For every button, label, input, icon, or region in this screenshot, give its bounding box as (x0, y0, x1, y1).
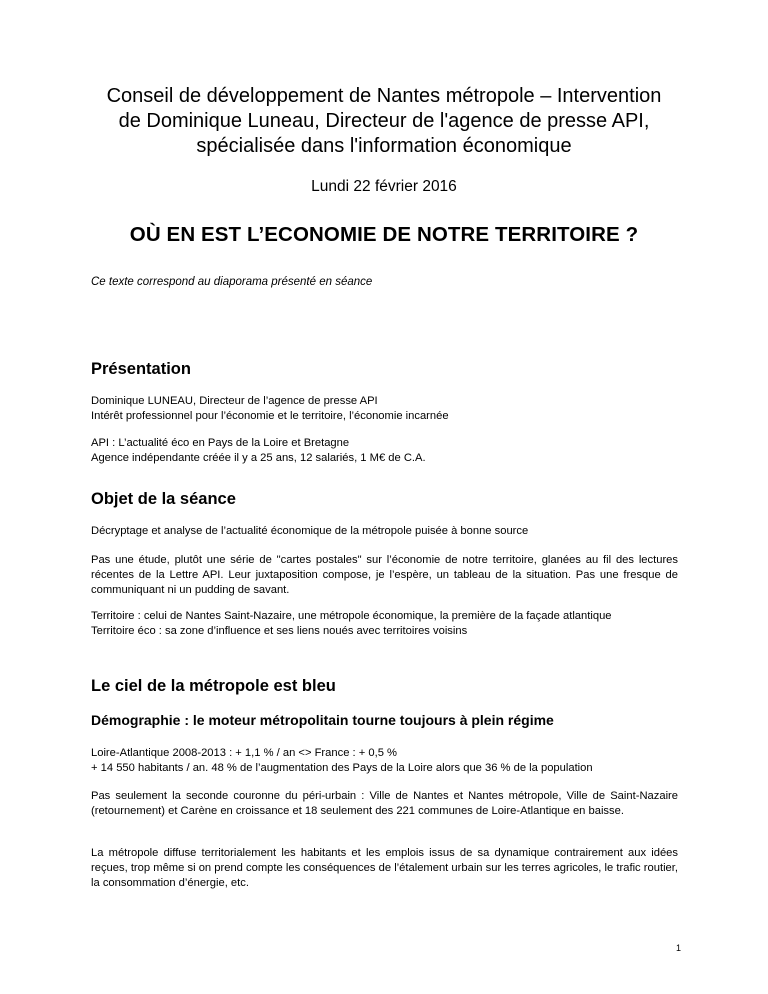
ciel-paragraph (91, 746, 678, 776)
objet-paragraph: Décryptage et analyse de l’actualité économique de la métropole puisée à bonne source (91, 525, 529, 537)
presentation-paragraph (91, 394, 678, 424)
paragraph-sentence: Territoire éco : sa zone d’influence et ses liens noués avec territoires voisins (91, 624, 468, 637)
paragraph-line: API : L’actualité éco en Pays de la Loire et Bretagne (91, 437, 350, 449)
header-title-line: spécialisée dans l'information économique (196, 135, 572, 157)
paragraph-sentence: Territoire : celui de Nantes Saint-Nazaire, une métropole économique, la première de la façade atlantique (91, 610, 612, 622)
header-title-line: Conseil de développement de Nantes métropole – Intervention (106, 85, 662, 107)
paragraph-line: Agence indépendante créée il y a 25 ans, 12 salariés, 1 M€ de C.A. (91, 451, 426, 464)
paragraph-line: Dominique LUNEAU, Directeur de l’agence de presse API (91, 395, 378, 407)
paragraph-line: Intérêt professionnel pour l’économie et le territoire, l’économie incarnée (91, 409, 449, 422)
presentation-paragraph (91, 436, 678, 466)
page-number: 1 (675, 943, 681, 953)
main-title: OÙ EN EST L’ECONOMIE DE NOTRE TERRITOIRE ? (129, 223, 639, 246)
ciel-paragraph: La métropole diffuse territorialement les habitants et les emplois issus de sa dynamique contrairement aux idées reçues, trop même si on prend compte les conséquences de l’étalement urbain sur les terres agricoles, le trafic routier, la consommation d’énergie, etc. (91, 847, 678, 889)
section-heading-ciel: Le ciel de la métropole est bleu (91, 677, 336, 695)
paragraph-line: + 14 550 habitants / an. 48 % de l’augmentation des Pays de la Loire alors que 36 % de la population (91, 761, 593, 774)
objet-paragraph: Pas une étude, plutôt une série de "cartes postales" sur l’économie de notre territoire, glanées au fil des lectures récentes de la Lettre API. Leur juxtaposition compose, je l’espère, un tableau de la situation. Pas une fresque de communiquant ni un pudding de savant. (91, 554, 678, 596)
ciel-paragraph: Pas seulement la seconde couronne du péri-urbain : Ville de Nantes et Nantes métropole, Ville de Saint-Nazaire (retournement) et Carène en croissance et 18 seulement des 221 communes de Loire-Atlantique en baisse. (91, 790, 678, 817)
header-title-line: de Dominique Luneau, Directeur de l'agence de presse API, (118, 110, 650, 132)
document-header-title (60, 84, 708, 159)
objet-paragraph (91, 609, 678, 639)
section-heading-presentation: Présentation (91, 360, 191, 378)
subsection-heading-demographie: Démographie : le moteur métropolitain tourne toujours à plein régime (91, 712, 554, 728)
document-date: Lundi 22 février 2016 (311, 178, 457, 195)
section-heading-objet: Objet de la séance (91, 490, 236, 508)
paragraph-line: Loire-Atlantique 2008-2013 : + 1,1 % / an <> France : + 0,5 % (91, 747, 397, 759)
intro-note: Ce texte correspond au diaporama présenté en séance (91, 276, 373, 288)
